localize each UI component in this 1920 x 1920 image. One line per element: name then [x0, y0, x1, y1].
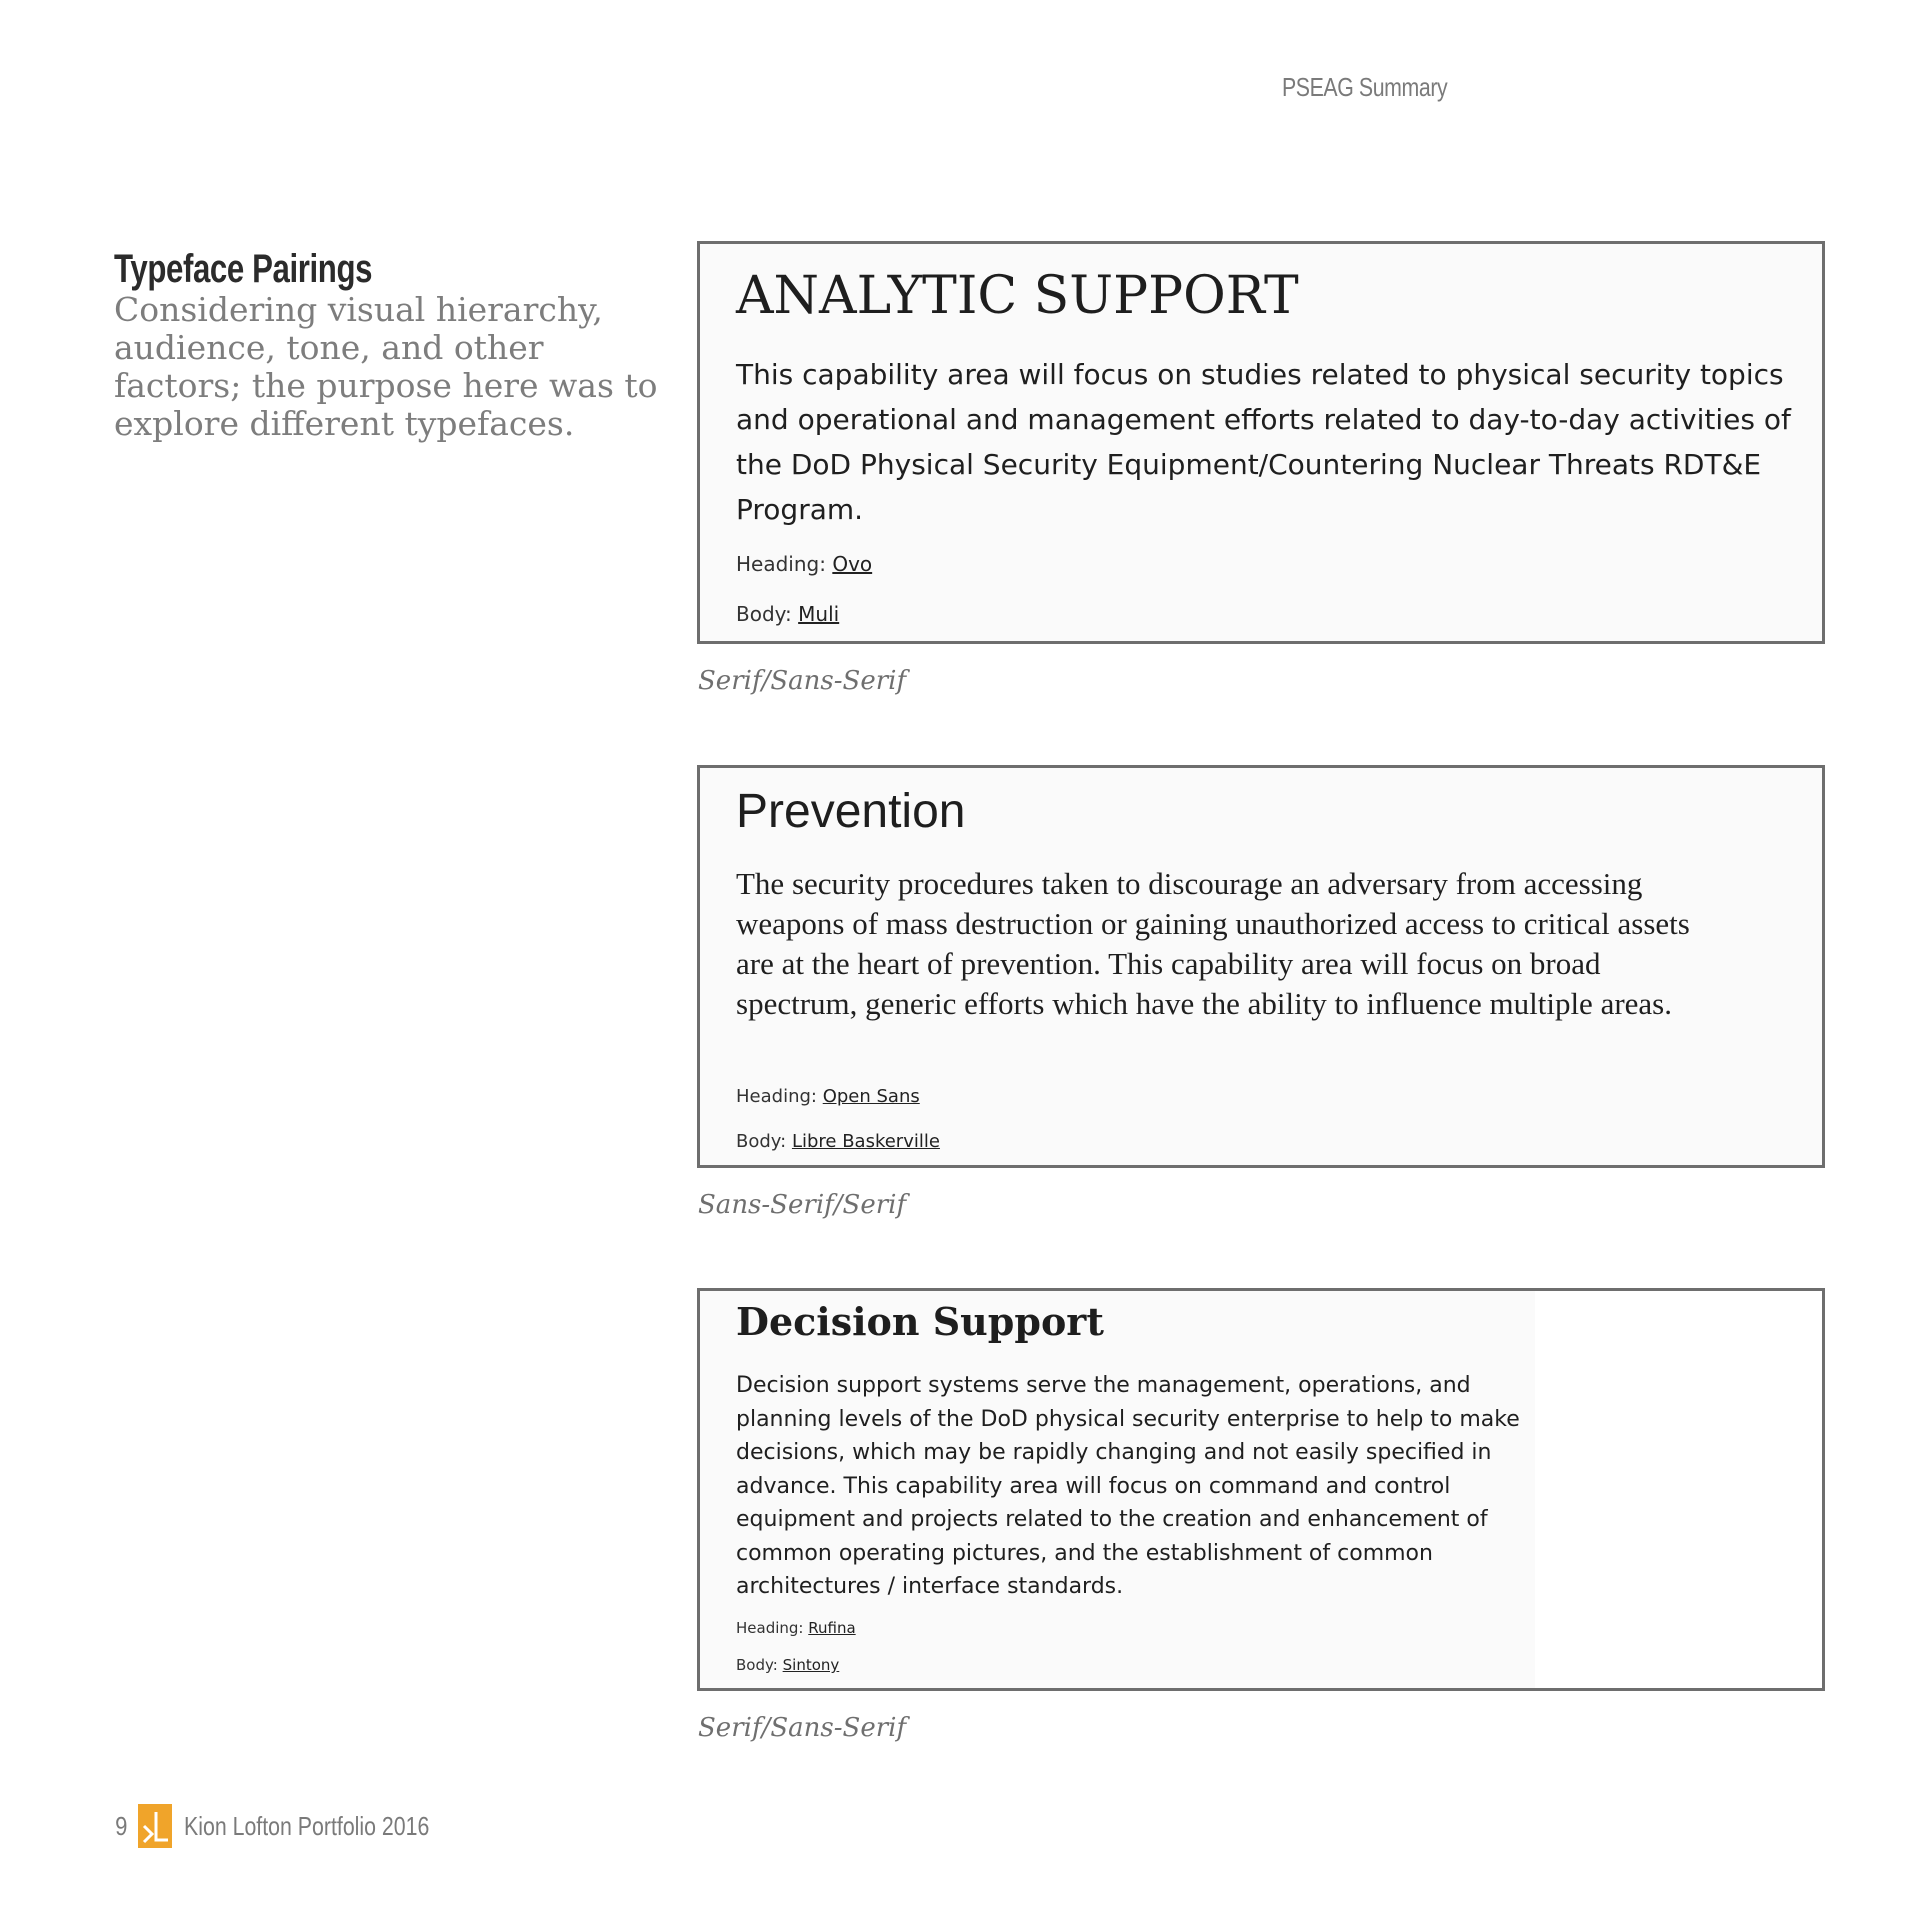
body-font-label: Body:	[736, 602, 792, 626]
body-font-link[interactable]: Sintony	[782, 1656, 840, 1674]
heading-font-link[interactable]: Ovo	[832, 552, 873, 576]
sample-body: Decision support systems serve the management, operations, and planning levels of the DoD physical security enterprise to help to make decisions, which may be rapidly changing and not easily specified in advance. This capability area will focus on command and control equipment and projects related to the creation and enhancement of common operating pictures, and the establishment of common architectures / interface standards.	[736, 1373, 1520, 1599]
body-font-credit	[736, 1656, 839, 1674]
typeface-sample-card	[697, 241, 1825, 644]
sample-body: This capability area will focus on studies related to physical security topics and operational and management efforts related to day-to-day activities of the DoD Physical Security Equipment/Countering Nuclear Threats RDT&E Program.	[736, 358, 1791, 526]
body-font-link[interactable]: Libre Baskerville	[791, 1131, 940, 1152]
footer-credit: Kion Lofton Portfolio 2016	[184, 1810, 430, 1841]
sample-heading: Decision Support	[736, 1299, 1104, 1344]
kl-monogram-icon	[138, 1804, 172, 1848]
pairing-caption: Sans-Serif/Serif	[698, 1190, 907, 1220]
heading-font-credit	[736, 1086, 920, 1107]
running-header: PSEAG Summary	[1282, 72, 1448, 102]
heading-font-link[interactable]: Rufina	[808, 1619, 856, 1637]
heading-font-label: Heading:	[736, 1619, 804, 1637]
body-font-label: Body:	[736, 1131, 787, 1152]
heading-font-credit	[736, 552, 872, 576]
section-description: Considering visual hierarchy, audience, tone, and other factors; the purpose here was to explore different typefaces.	[114, 290, 658, 443]
body-font-link[interactable]: Muli	[798, 602, 840, 626]
section-heading: Typeface Pairings	[114, 247, 373, 291]
body-font-credit	[736, 602, 839, 626]
pairing-caption: Serif/Sans-Serif	[698, 1713, 907, 1743]
heading-font-label: Heading:	[736, 1086, 817, 1107]
typeface-sample-card	[697, 765, 1825, 1168]
body-font-credit	[736, 1131, 940, 1152]
pairing-caption: Serif/Sans-Serif	[698, 666, 907, 696]
page-number: 9	[115, 1810, 128, 1841]
sample-heading: Prevention	[736, 785, 966, 838]
sample-body: The security procedures taken to discourage an adversary from accessing weapons of mass destruction or gaining unauthorized access to critical assets are at the heart of prevention. This capability area will focus on broad spectrum, generic efforts which have the ability to influence multiple areas.	[736, 866, 1690, 1021]
sample-heading: ANALYTIC SUPPORT	[736, 266, 1299, 326]
heading-font-label: Heading:	[736, 552, 826, 576]
heading-font-credit	[736, 1619, 856, 1637]
heading-font-link[interactable]: Open Sans	[822, 1086, 920, 1107]
body-font-label: Body:	[736, 1656, 778, 1674]
intro-section	[114, 247, 674, 443]
page-footer	[114, 1804, 484, 1848]
typeface-sample-card	[697, 1288, 1825, 1691]
